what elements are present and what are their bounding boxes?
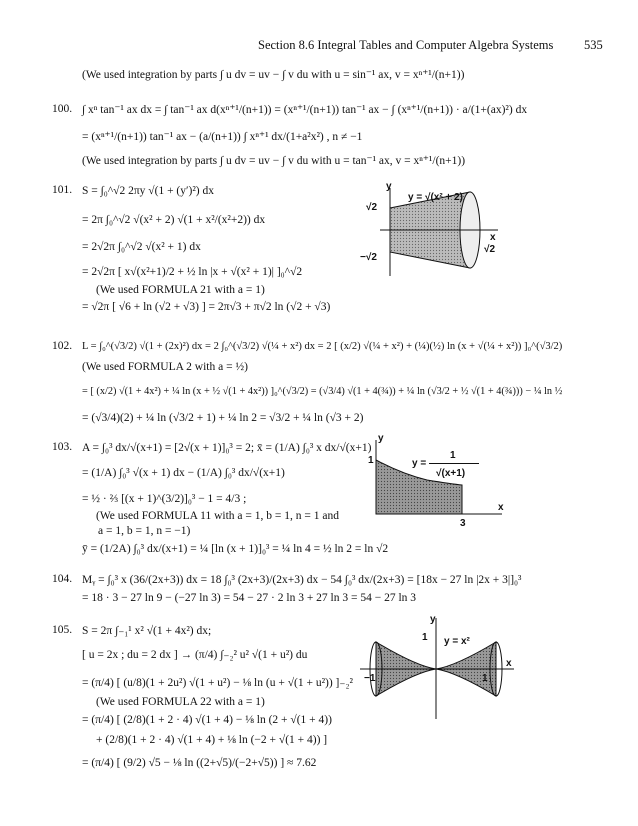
fig103-x-label: x [498,502,504,513]
fig105-y-label: y [430,614,436,625]
p102-line-1: L = ∫₀^(√3/2) √(1 + (2x)²) dx = 2 ∫₀^(√3/2) √(¼ + x²) dx = 2 [ (x/2) √(¼ + x²) + (¼)(½) ln (x + √(¼ + x²)) ]₀^(√3/2) [82,341,563,352]
p100-line-2: = (xⁿ⁺¹/(n+1)) tan⁻¹ ax − (a/(n+1)) ∫ xⁿ⁺¹ dx/(1+a²x²) , n ≠ −1 [82,131,363,143]
fig103-area-under-curve [362,432,512,532]
p105-line-2: [ u = 2x ; du = 2 dx ] → (π/4) ∫₋₂² u² √(1 + u²) du [82,649,308,661]
fig101-y-top: √2 [366,202,378,213]
fig105-x-tick-left: −1 [364,673,376,684]
fig105-x-tick-right: 1 [482,673,488,684]
p102-line-4: = (√3/4)(2) + ¼ ln (√3/2 + 1) + ¼ ln 2 = √3/2 + ¼ ln (√3 + 2) [82,412,364,424]
problem-number-102: 102. [52,340,73,352]
p105-line-3: = (π/4) [ (u/8)(1 + 2u²) √(1 + u²) − ⅛ ln (u + √(1 + u²)) ]₋₂² [82,677,353,689]
fig105-x-label: x [506,658,512,669]
fig103-curve-denominator: √(x+1) [436,468,466,479]
p105-line-7: = (π/4) [ (9/2) √5 − ⅛ ln ((2+√5)/(−2+√5)) ] ≈ 7.62 [82,757,317,769]
p103-line-2: = (1/A) ∫₀³ √(x + 1) dx − (1/A) ∫₀³ dx/√(x+1) [82,467,285,479]
p101-line-1: S = ∫₀^√2 2πy √(1 + (y′)²) dx [82,185,215,197]
p103-line-5: a = 1, b = 1, n = −1) [98,525,191,537]
problem-number-100: 100. [52,103,73,115]
p102-line-2: (We used FORMULA 2 with a = ½) [82,361,248,373]
problem-number-101: 101. [52,184,73,196]
fig103-y-tick: 1 [368,455,374,466]
p105-line-6: + (2/8)(1 + 2 · 4) √(1 + 4) + ⅛ ln (−2 + √(1 + 4)) ] [96,734,328,746]
p101-line-4: = 2√2π [ x√(x²+1)/2 + ½ ln |x + √(x² + 1)| ]₀^√2 [82,266,303,278]
fig101-x-tick: √2 [484,244,496,255]
fig103-y-label: y [378,433,384,444]
p104-line-2: = 18 · 3 − 27 ln 9 − (−27 ln 3) = 54 − 27 · 2 ln 3 + 27 ln 3 = 54 − 27 ln 3 [82,592,417,604]
p100-line-1: ∫ xⁿ tan⁻¹ ax dx = ∫ tan⁻¹ ax d(xⁿ⁺¹/(n+1)) = (xⁿ⁺¹/(n+1)) tan⁻¹ ax − ∫ (xⁿ⁺¹/(n+1)) · a/(1+(ax)²) dx [82,104,528,116]
fig101-y-bottom: −√2 [360,252,377,263]
p101-line-5: (We used FORMULA 21 with a = 1) [96,284,265,296]
problem-number-103: 103. [52,441,73,453]
fig105-paraboloid-surface [356,614,516,724]
p101-line-3: = 2√2π ∫₀^√2 √(x² + 1) dx [82,241,201,253]
fig103-x-tick: 3 [460,518,466,529]
p100-line-3: (We used integration by parts ∫ u dv = uv − ∫ v du with u = tan⁻¹ ax, v = xⁿ⁺¹/(n+1)) [82,155,466,167]
p105-line-5: = (π/4) [ (2/8)(1 + 2 · 4) √(1 + 4) − ⅛ ln (2 + √(1 + 4)) [82,714,332,726]
fig105-curve-label: y = x² [444,636,470,647]
p102-line-3: = [ (x/2) √(1 + 4x²) + ¼ ln (x + ½ √(1 + 4x²)) ]₀^(√3/2) = (√3/4) √(1 + 4(¾)) + ¼ ln (√3/2 + ½ √(1 + 4(¾))) − ¼ ln ½ [82,386,563,397]
fig101-x-label: x [490,232,496,243]
fig103-curve-label-top: 1 [450,450,456,461]
problem-number-105: 105. [52,624,73,636]
fig101-surface-of-revolution [360,180,510,280]
p103-line-3: = ½ · ⅔ [(x + 1)^(3/2)]₀³ − 1 = 4/3 ; [82,493,247,505]
p101-line-6: = √2π [ √6 + ln (√2 + √3) ] = 2π√3 + π√2 ln (√2 + √3) [82,301,331,313]
p105-line-1: S = 2π ∫₋₁¹ x² √(1 + 4x²) dx; [82,625,212,637]
page-number: 535 [584,38,603,52]
p103-line-6: ȳ = (1/2A) ∫₀³ dx/(x+1) = ¼ [ln (x + 1)]₀³ = ¼ ln 4 = ½ ln 2 = ln √2 [82,543,389,555]
fig105-y-tick: 1 [422,632,428,643]
fig103-curve-label: y = ――――― [412,458,479,469]
problem-number-104: 104. [52,573,73,585]
fig101-y-label: y [386,181,392,192]
fig101-curve-label: y = √(x² + 2) [408,192,463,203]
p103-line-4: (We used FORMULA 11 with a = 1, b = 1, n = 1 and [96,510,339,522]
p104-line-1: Mᵧ = ∫₀³ x (36/(2x+3)) dx = 18 ∫₀³ (2x+3)/(2x+3) dx − 54 ∫₀³ dx/(2x+3) = [18x − 27 ln |2x + 3|]₀³ [82,574,522,586]
p101-line-2: = 2π ∫₀^√2 √(x² + 2) √(1 + x²/(x²+2)) dx [82,214,266,226]
section-title: Section 8.6 Integral Tables and Computer Algebra Systems [258,38,554,52]
p105-line-4: (We used FORMULA 22 with a = 1) [96,696,265,708]
top-note: (We used integration by parts ∫ u dv = uv − ∫ v du with u = sin⁻¹ ax, v = xⁿ⁺¹/(n+1)) [82,69,465,81]
p103-line-1: A = ∫₀³ dx/√(x+1) = [2√(x + 1)]₀³ = 2; x̄ = (1/A) ∫₀³ x dx/√(x+1) [82,442,372,454]
